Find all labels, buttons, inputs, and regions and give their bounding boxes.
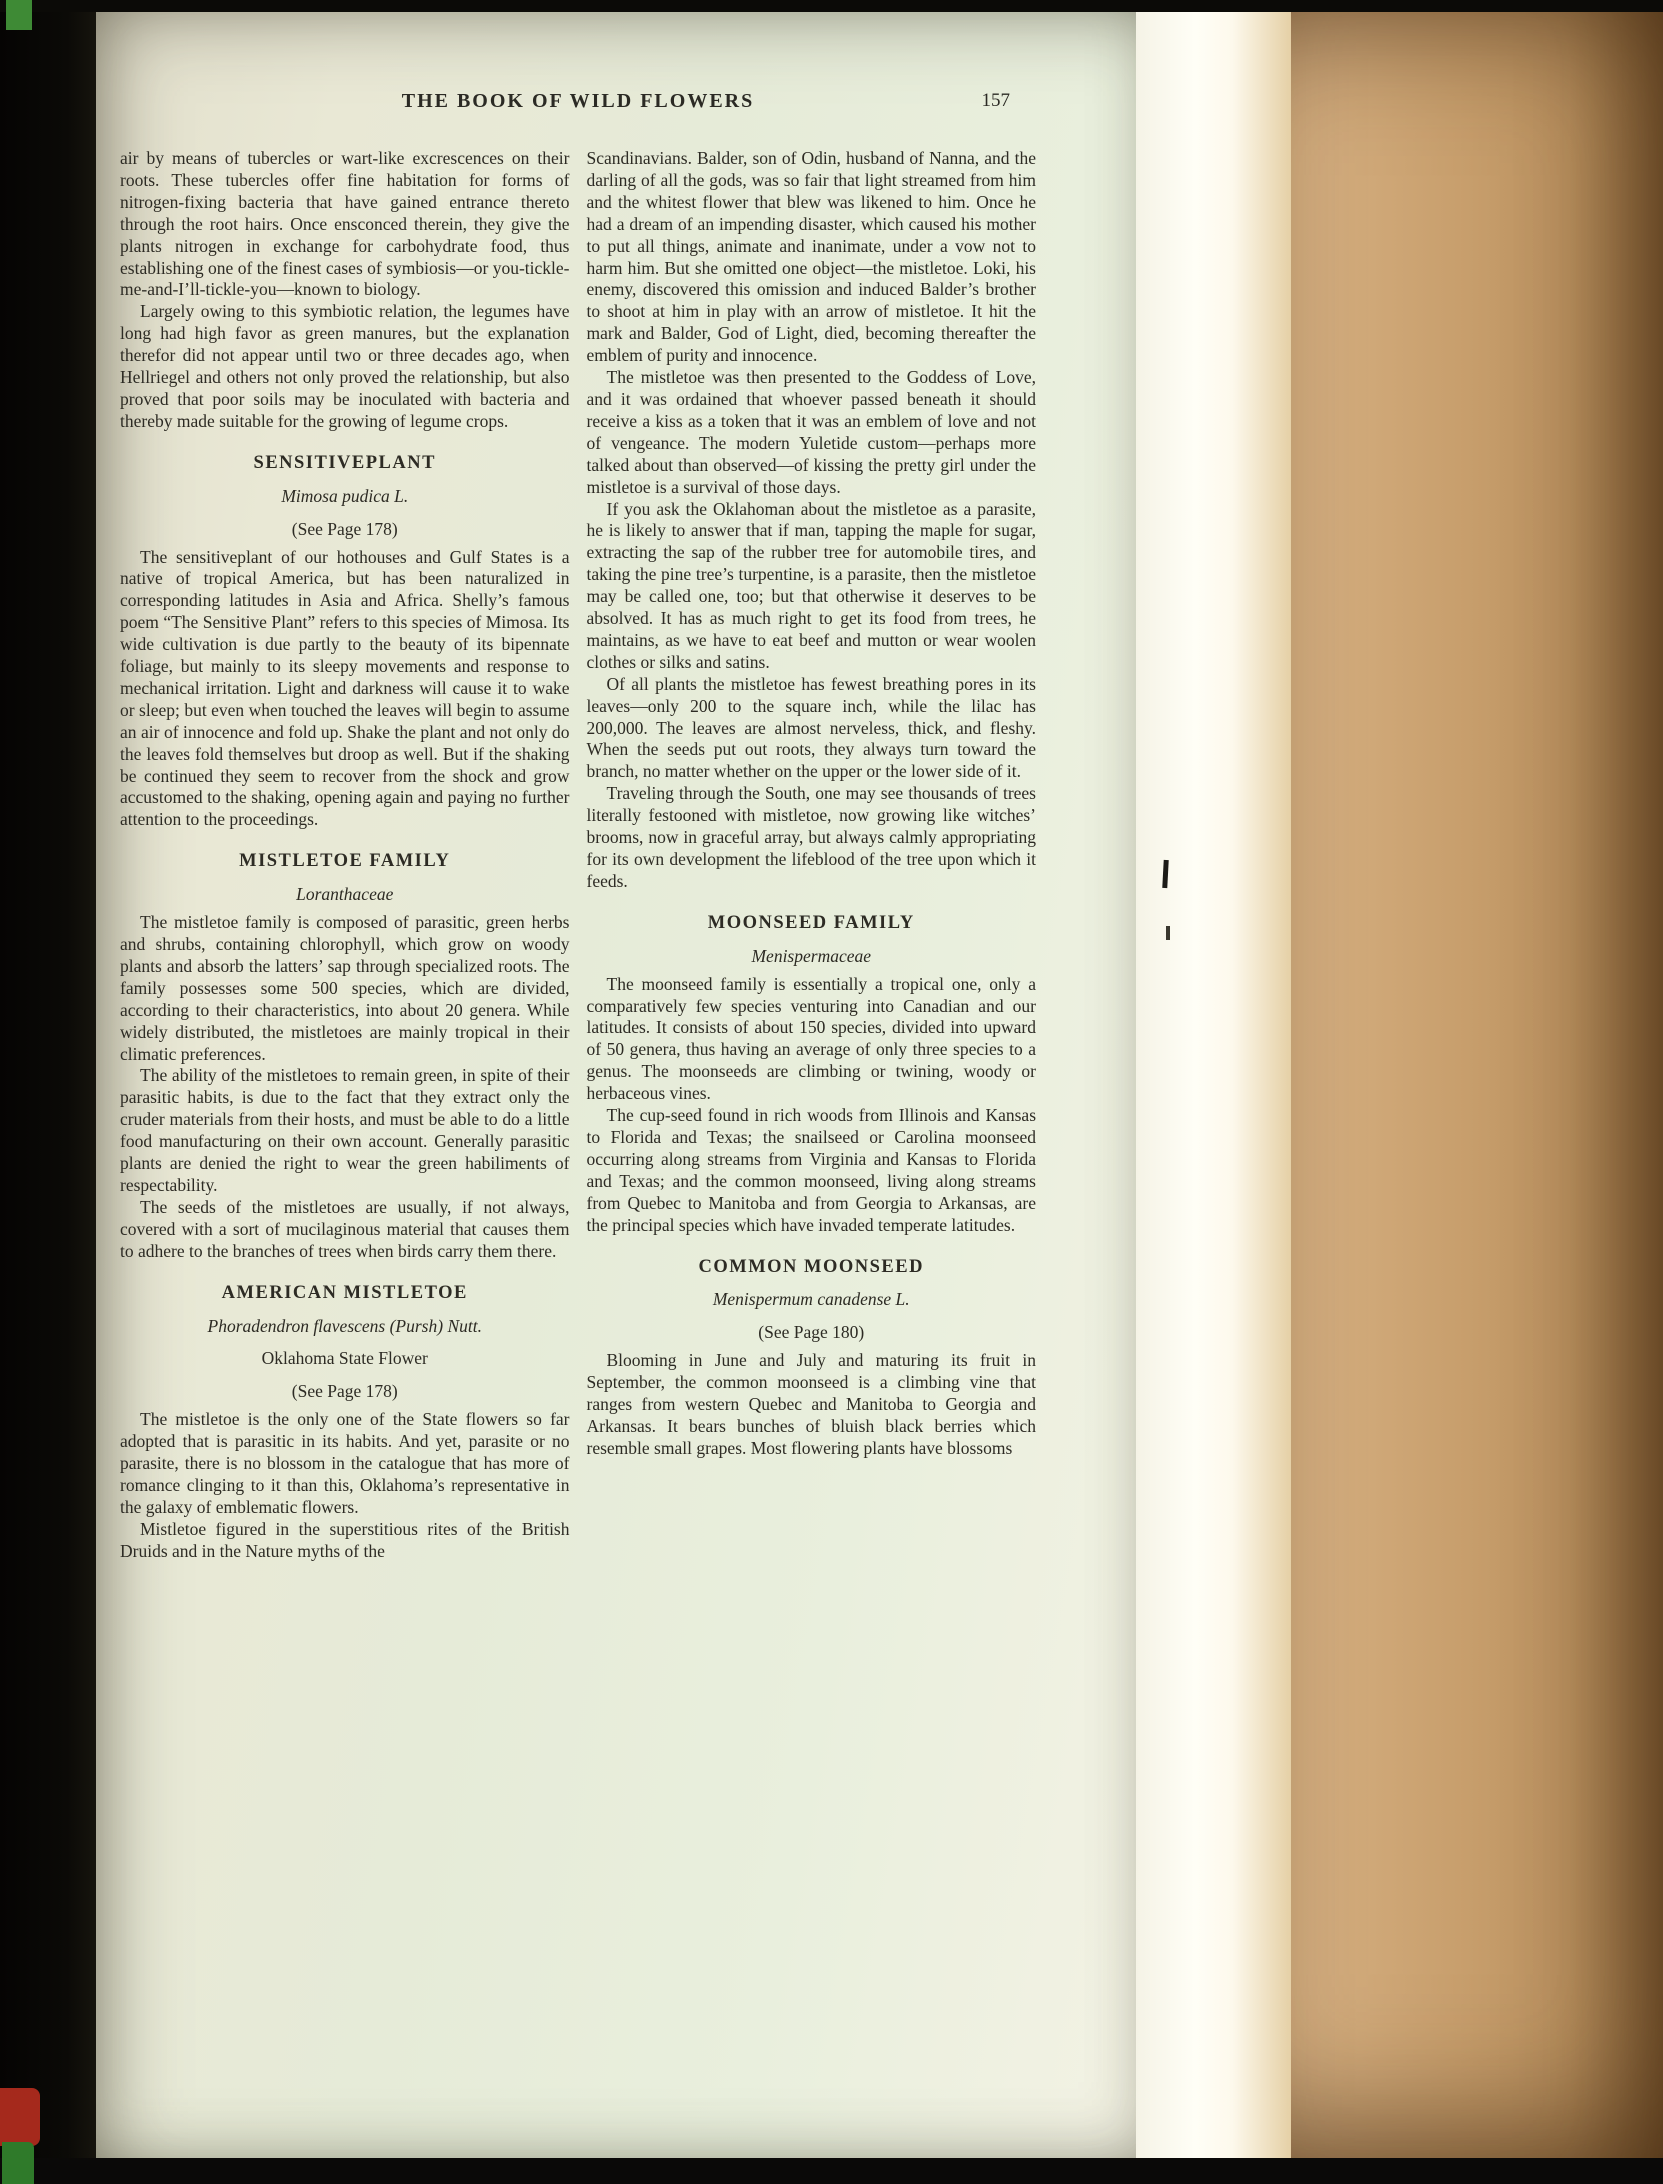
scan-edge-left: [0, 0, 96, 2184]
body-paragraph: The moonseed family is essentially a tropical one, only a comparatively few species venturing into Canadian and our latitudes. It consists of about 150 species, divided into upward of 50 genera, thus having an average of only three species to a genus. The moonseeds are climbing or twining, woody or herbaceous vines.: [586, 973, 1036, 1104]
center-text: Oklahoma State Flower: [261, 1348, 428, 1369]
book-page-paper: [96, 12, 1136, 2158]
center-text: (See Page 178): [291, 1381, 398, 1402]
body-paragraph: Scandinavians. Balder, son of Odin, husband of Nanna, and the darling of all the gods, was so fair that light streamed from him and the whitest flower that blew was likened to him. Once he had a dream of an impending disaster, which caused his mother to put all things, animate and inanimate, under a vow not to harm him. But she omitted one object—the mistletoe. Loki, his enemy, discovered this omission and induced Balder’s brother to shoot at him in play with an arrow of mistletoe. It hit the mark and Balder, God of Light, died, becoming thereafter the emblem of purity and innocence.: [586, 148, 1036, 366]
body-paragraph: Traveling through the South, one may see thousands of trees literally festooned with mistletoe, now growing like witches’ brooms, now in graceful array, but always calmly appropriating for its own development the lifeblood of the tree upon which it feeds.: [586, 783, 1036, 891]
page-content: [120, 90, 1036, 1563]
body-paragraph: The mistletoe family is composed of parasitic, green herbs and shrubs, containing chlorophyll, which grow on woody plants and absorb the latters’ sap through specialized roots. The family possesses some 500 species, which are divided, according to their characteristics, into about 20 genera. While widely distributed, the mistletoes are mainly tropical in their climatic preferences.: [120, 912, 570, 1064]
body-paragraph: air by means of tubercles or wart-like excrescences on their roots. These tubercles offer fine habitation for forms of nitrogen-fixing bacteria that have gained entrance thereto through the root hairs. Once ensconced therein, they give the plants nitrogen in exchange for carbohydrate food, thus establishing one of the finest cases of symbiosis—or you-tickle-me-and-I’ll-tickle-you—known to biology.: [120, 148, 570, 300]
right-column: [587, 148, 1037, 1563]
body-paragraph: Largely owing to this symbiotic relation, the legumes have long had high favor as green manures, but the explanation therefor did not appear until two or three decades ago, when Hellriegel and others not only proved the relationship, but also proved that poor soils may be inoculated with bacteria and thereby made suitable for the growing of legume crops.: [120, 301, 570, 431]
body-paragraph: The mistletoe is the only one of the State flowers so far adopted that is parasitic in its habits. And yet, parasite or no parasite, there is no blossom in the catalogue that has more of romance clinging to it than this, Oklahoma’s representative in the galaxy of emblematic flowers.: [120, 1409, 570, 1517]
italic-center-text: Phoradendron flavescens (Pursh) Nutt.: [207, 1315, 482, 1336]
heading-text: AMERICAN MISTLETOE: [221, 1282, 468, 1303]
body-paragraph: The cup-seed found in rich woods from Illinois and Kansas to Florida and Texas; the snailseed or Carolina moonseed occurring along streams from Virginia and Kansas to Florida and Texas; and the common moonseed, living along streams from Quebec to Manitoba and from Georgia to Arkansas, are the principal species which have invaded temperate latitudes.: [586, 1105, 1036, 1235]
body-paragraph: The ability of the mistletoes to remain green, in spite of their parasitic habits, is due to the fact that they extract only the cruder materials from their hosts, and must be able to do a little food manufacturing on their own account. Generally parasitic plants are denied the right to wear the green habiliments of respectability.: [120, 1065, 570, 1195]
italic-center-text: Loranthaceae: [296, 884, 394, 905]
text-columns: [120, 148, 1036, 1563]
heading-text: SENSITIVEPLANT: [253, 452, 436, 473]
page-header: [120, 90, 1036, 120]
heading-text: MOONSEED FAMILY: [707, 912, 915, 933]
scan-mark-green-bottom: [2, 2142, 34, 2184]
scan-edge-top: [0, 0, 1663, 12]
italic-center-text: Mimosa pudica L.: [281, 485, 409, 506]
page-number: 157: [981, 90, 1010, 111]
running-title: THE BOOK OF WILD FLOWERS: [401, 90, 755, 112]
body-paragraph: The mistletoe was then presented to the Goddess of Love, and it was ordained that whoever passed beneath it should receive a kiss as a token that it was an emblem of love and not of vengeance. The modern Yuletide custom—perhaps more talked about than observed—of kissing the pretty girl under the mistletoe is a survival of those days.: [586, 367, 1036, 497]
center-text: (See Page 178): [291, 518, 398, 539]
scan-mark-red-bottom: [0, 2088, 40, 2146]
adjacent-page-edge: [1291, 12, 1663, 2158]
body-paragraph: Mistletoe figured in the superstitious rites of the British Druids and in the Nature myths of the: [120, 1518, 570, 1561]
scan-ink-mark: [1166, 926, 1170, 940]
scan-edge-bottom: [0, 2158, 1663, 2184]
body-paragraph: Blooming in June and July and maturing its fruit in September, the common moonseed is a climbing vine that ranges from western Quebec and Manitoba to Georgia and Arkansas. It bears bunches of bluish black berries which resemble small grapes. Most flowering plants have blossoms: [586, 1350, 1036, 1458]
left-column: [120, 148, 570, 1563]
heading-text: COMMON MOONSEED: [698, 1256, 924, 1277]
page-curl-highlight: [1136, 12, 1291, 2158]
body-paragraph: Of all plants the mistletoe has fewest breathing pores in its leaves—only 200 to the square inch, while the lilac has 200,000. The leaves are almost nerveless, thick, and fleshy. When the seeds put out roots, they always turn toward the branch, no matter whether on the upper or the lower side of it.: [586, 673, 1036, 782]
body-paragraph: The seeds of the mistletoes are usually, if not always, covered with a sort of mucilaginous material that causes them to adhere to the branches of trees when birds carry them there.: [120, 1196, 570, 1261]
italic-center-text: Menispermum canadense L.: [712, 1289, 910, 1310]
body-paragraph: If you ask the Oklahoman about the mistletoe as a parasite, he is likely to answer that if man, tapping the maple for sugar, extracting the sap of the rubber tree for automobile tires, and taking the pine tree’s turpentine, is a parasite, then the mistletoe may be called one, too; but that otherwise it deserves to be absolved. It has as much right to get its food from trees, he maintains, as we have to eat beef and mutton or wear woolen clothes or silks and satins.: [586, 498, 1036, 672]
center-text: (See Page 180): [758, 1322, 865, 1343]
scan-mark-green-top: [6, 0, 32, 30]
heading-text: MISTLETOE FAMILY: [239, 851, 451, 872]
body-paragraph: The sensitiveplant of our hothouses and Gulf States is a native of tropical America, but has been naturalized in corresponding latitudes in Asia and Africa. Shelly’s famous poem “The Sensitive Plant” refers to this species of Mimosa. Its wide cultivation is due partly to the beauty of its bipennate foliage, but mainly to its sleepy movements and response to mechanical irritation. Light and darkness will cause it to wake or sleep; but even when touched the leaves will begin to assume an air of innocence and fold up. Shake the plant and not only do the leaves fold themselves but droop as well. But if the shaking be continued they seem to recover from the shock and grow accustomed to the shaking, opening again and paying no further attention to the proceedings.: [120, 546, 570, 830]
italic-center-text: Menispermaceae: [751, 945, 872, 966]
